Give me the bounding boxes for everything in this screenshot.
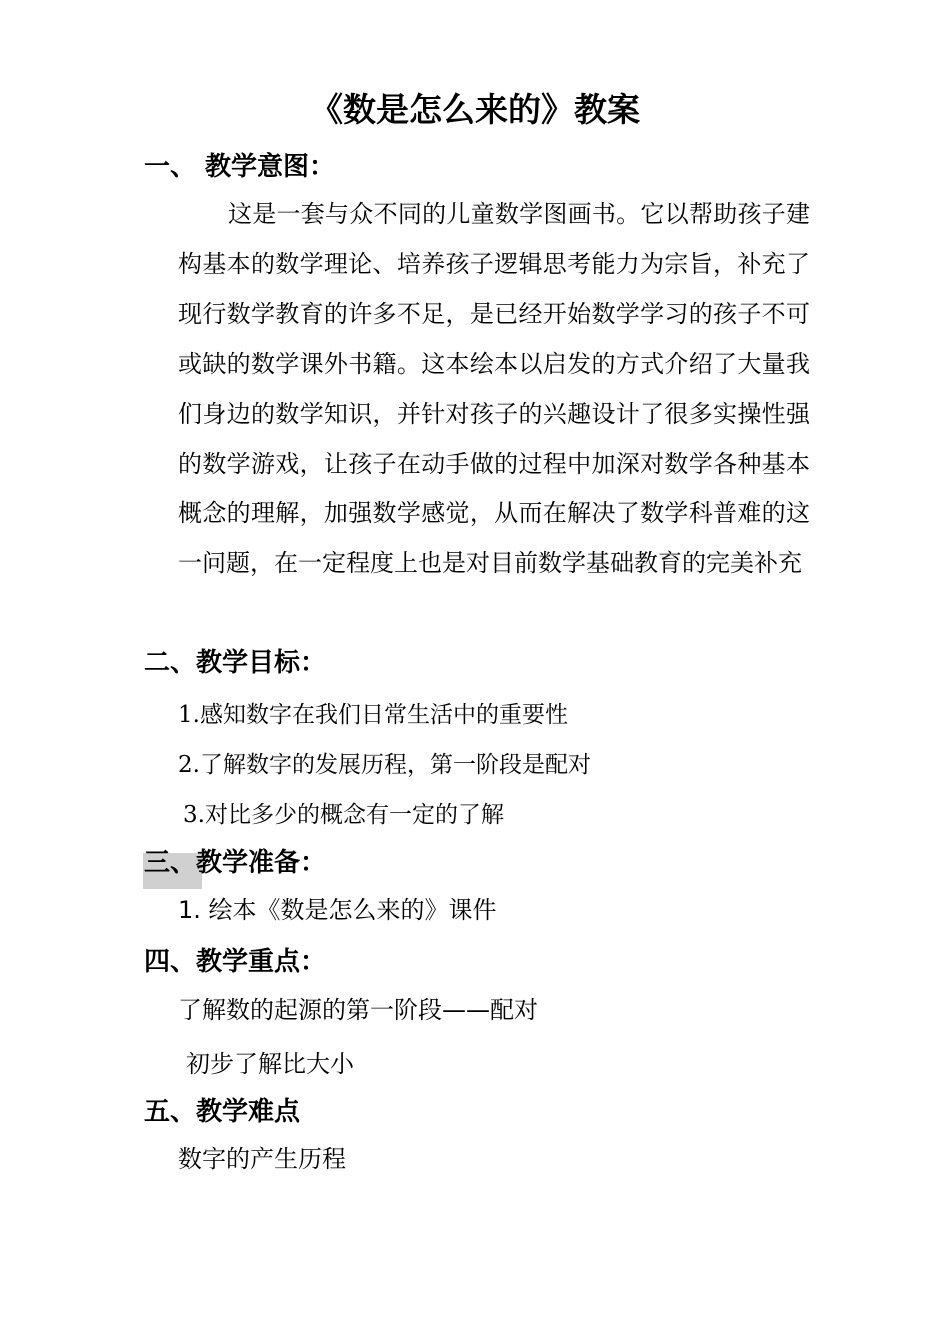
key-point-item-2: 初步了解比大小 xyxy=(186,1050,354,1078)
document-title: 《数是怎么来的》教案 xyxy=(310,90,640,129)
section-heading-intent: 一、 教学意图： xyxy=(144,152,336,182)
difficulty-item-1: 数字的产生历程 xyxy=(178,1145,346,1173)
key-point-item-1: 了解数的起源的第一阶段——配对 xyxy=(178,996,538,1024)
goal-item-3: 3.对比多少的概念有一定的了解 xyxy=(183,802,504,828)
intent-paragraph: 这是一套与众不同的儿童数学图画书。它以帮助孩子建构基本的数学理论、培养孩子逻辑思考能力为宗旨，补充了现行数学教育的许多不足，是已经开始数学学习的孩子不可或缺的数学课外书籍。这本绘本以启发的方式介绍了大量我们身边的数学知识，并针对孩子的兴趣设计了很多实操性强的数学游戏，让孩子在动手做的过程中加深对数学各种基本概念的理解，加强数学感觉，从而在解决了数学科普难的这一问题，在一定程度上也是对目前数学基础教育的完美补充 xyxy=(178,200,810,578)
preparation-item-1: 1. 绘本《数是怎么来的》课件 xyxy=(178,896,497,924)
goal-item-2: 2.了解数字的发展历程，第一阶段是配对 xyxy=(178,752,591,778)
section-heading-key-points: 四、教学重点： xyxy=(144,947,327,977)
section-heading-difficulties: 五、教学难点 xyxy=(144,1097,301,1127)
goal-item-1: 1.感知数字在我们日常生活中的重要性 xyxy=(178,702,568,728)
section-heading-goals: 二、教学目标： xyxy=(144,648,327,678)
section-heading-preparation: 三、教学准备： xyxy=(144,848,327,878)
